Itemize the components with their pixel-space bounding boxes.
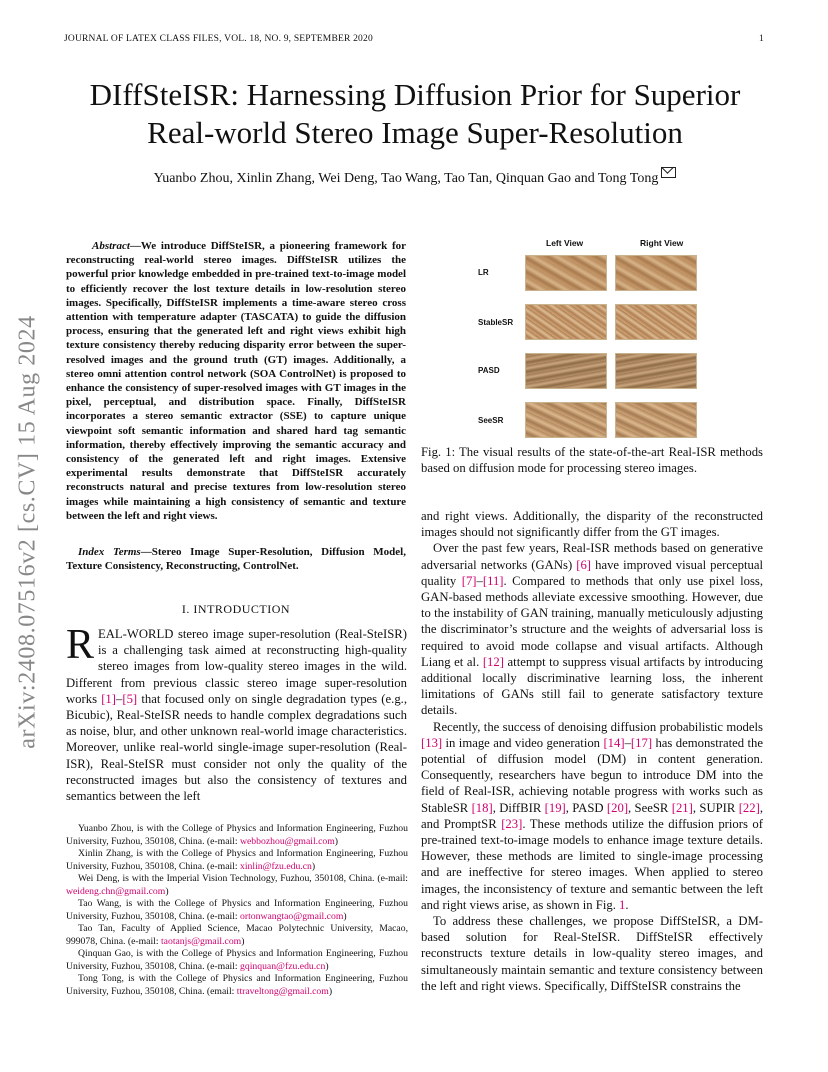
citation-link[interactable]: [18] xyxy=(471,800,493,815)
page-number: 1 xyxy=(759,34,764,44)
author-footnotes xyxy=(66,823,408,998)
image-pasd-left xyxy=(525,353,607,389)
intro-text: EAL-WORLD stereo image super-resolution (Real-SteISR) is a challenging task aimed at reconstructing high-quality stereo images from low-quality stereo images in the wild. Different from previous classic stereo image super-resolution works xyxy=(66,627,407,706)
title-line-1: DIffSteISR: Harnessing Diffusion Prior for Superior xyxy=(89,77,741,112)
citation-link[interactable]: [20] xyxy=(606,800,629,815)
index-terms xyxy=(66,545,406,573)
index-terms-label: Index Terms xyxy=(78,546,141,558)
paper-title xyxy=(40,76,790,152)
email-link[interactable]: taotanjs@gmail.com xyxy=(160,935,242,947)
col-header-left: Left View xyxy=(546,238,584,248)
paragraph: To address these challenges, we propose DiffSteISR, a DM-based solution for Real-SteISR. DiffSteISR effectively reconstructs texture details in low-quality stereo images, and simultaneously maintain semantic and texture consistency between the left and right views. Specifically, DiffSteISR constrains the xyxy=(421,914,763,993)
index-terms-text: —Stereo Image Super-Resolution, Diffusion Model, Texture Consistency, Reconstructing, ControlNet. xyxy=(66,546,406,573)
intro-text: that focused only on single degradation types (e.g., Bicubic), Real-SteISR needs to handle complex degradations such as noise, blur, and other unknown real-world image characteristics. Moreover, unlike real-world single-image super-resolution (Real-ISR), Real-SteISR must consider not only the quality of the reconstructed images but also the consistency of textures and semantics between the left xyxy=(66,691,408,804)
running-header xyxy=(64,34,764,48)
citation-link[interactable]: [1] xyxy=(101,691,116,706)
footnote: Tao Tan, Faculty of Applied Science, Macao Polytechnic University, Macao, 999078, China. (e-mail: taotanjs@gmail.com) xyxy=(66,923,408,947)
abstract xyxy=(66,239,406,523)
abstract-label: Abstract xyxy=(92,240,130,252)
author-list xyxy=(40,171,790,187)
intro-dash: – xyxy=(116,691,123,706)
citation-link[interactable]: [13] xyxy=(421,735,443,750)
email-link[interactable]: gqinquan@fzu.edu.cn xyxy=(240,960,326,972)
footnote: Qinquan Gao, is with the College of Physics and Information Engineering, Fuzhou University, Fuzhou, 350108, China. (e-mail: gqinquan@fzu.edu.cn) xyxy=(66,948,408,972)
citation-link[interactable]: [11] xyxy=(482,573,504,588)
citation-link[interactable]: [22] xyxy=(738,800,760,815)
paragraph: Recently, the success of denoising diffusion probabilistic models [13] in image and video generation [14]–[17] has demonstrated the potential of diffusion model (DM) in content generation. Consequently, researchers have begun to introduce DM into the field of Real-ISR, achieving notable progress with works such as StableSR [18], DiffBIR [19], PASD [20], SeeSR [21], SUPIR [22], and PromptSR [23]. These methods utilize the diffusion priors of pre-trained text-to-image models to enhance image texture details. However, these methods are limited to single-image processing and are ineffective for stereo images. When applied to stereo images, the inconsistency of texture and semantic between the left and right views arise, as shown in Fig. 1. xyxy=(421,719,764,912)
image-seesr-right xyxy=(615,402,697,438)
image-pasd-right xyxy=(615,353,697,389)
image-seesr-left xyxy=(525,402,607,438)
citation-link[interactable]: [21] xyxy=(671,800,693,815)
paragraph: Over the past few years, Real-ISR methods based on generative adversarial networks (GANs) [6] have improved visual perceptual quality [7]–[11]. Compared to methods that only use pixel loss, GAN-based methods alleviate excessive smoothing. However, due to the instability of GAN training, manually meticulously adjusting the discriminator’s structure and the weights of adversarial loss is required to avoid mode collapse and visual artifacts. Although Liang et al. [12] attempt to suppress visual artifacts by introducing additional locally discriminative learning loss, the inherent limitations of GANs still fail to generate satisfactory texture details. xyxy=(421,541,763,718)
section-heading: I. INTRODUCTION xyxy=(181,602,291,616)
abstract-text: —We introduce DiffSteISR, a pioneering framework for reconstructing real-world stereo images. DiffSteISR utilizes the powerful prior knowledge embedded in pre-trained text-to-image model to efficiently recover the lost texture details in low-resolution stereo images. Specifically, DiffSteISR implements a time-aware stereo cross attention with temperature adapter (TASCATA) to guide the diffusion process, ensuring that the generated left and right views exhibit high texture consistency thereby reducing disparity error between the super-resolved images and the ground truth (GT) images. Additionally, a stereo omni attention control network (SOA ControlNet) is proposed to enhance the consistency of super-resolved images with GT images in the pixel, perceptual, and distribution space. Finally, DiffSteISR incorporates a stereo semantic extractor (SSE) to capture unique viewpoint soft semantic information and shared hard tag semantic information, thereby effectively improving the semantic accuracy and consistency of the generated left and right images. Extensive experimental results demonstrate that DiffSteISR accurately reconstructs natural and precise textures from low-resolution stereo images while maintaining a high consistency of semantic and texture between the left and right views. xyxy=(66,240,406,522)
figure-1 xyxy=(470,238,730,438)
image-stablesr-left xyxy=(525,304,607,340)
footnote: Wei Deng, is with the Imperial Vision Technology, Fuzhou, 350108, China. (e-mail: weideng.chn@gmail.com) xyxy=(66,873,408,897)
image-lr-left xyxy=(525,255,607,291)
title-line-2: Real-world Stereo Image Super-Resolution xyxy=(147,115,683,150)
email-link[interactable]: weideng.chn@gmail.com xyxy=(66,885,166,897)
arxiv-id: arXiv:2408.07516v2 [cs.CV] 15 Aug 2024 xyxy=(14,315,41,749)
figure-caption: Fig. 1: The visual results of the state-of-the-art Real-ISR methods based on diffusion mode for processing stereo images. xyxy=(421,445,763,476)
journal-name: JOURNAL OF LATEX CLASS FILES, VOL. 18, NO. 9, SEPTEMBER 2020 xyxy=(64,34,373,44)
email-link[interactable]: webbozhou@gmail.com xyxy=(240,835,335,847)
right-column xyxy=(421,508,763,994)
citation-link[interactable]: [5] xyxy=(122,691,138,706)
citation-link[interactable]: [6] xyxy=(576,557,592,572)
envelope-icon xyxy=(661,167,676,178)
email-link[interactable]: xinlin@fzu.edu.cn xyxy=(240,860,312,872)
row-label-seesr: SeeSR xyxy=(478,416,504,425)
email-link[interactable]: ortonwangtao@gmail.com xyxy=(240,910,344,922)
citation-link[interactable]: [7] xyxy=(461,573,477,588)
image-stablesr-right xyxy=(615,304,697,340)
col-header-right: Right View xyxy=(640,238,684,248)
authors-text: Yuanbo Zhou, Xinlin Zhang, Wei Deng, Tao Wang, Tao Tan, Qinquan Gao and Tong Tong xyxy=(153,171,659,186)
footnote: Tong Tong, is with the College of Physics and Information Engineering, Fuzhou University, Fuzhou, 350108, China. (email: ttraveltong@gmail.com) xyxy=(66,973,408,997)
email-link[interactable]: ttraveltong@gmail.com xyxy=(236,985,329,997)
row-label-pasd: PASD xyxy=(478,366,500,375)
citation-link[interactable]: [19] xyxy=(544,800,566,815)
citation-link[interactable]: [14] xyxy=(603,735,625,750)
intro-paragraph xyxy=(66,622,408,804)
citation-link[interactable]: [12] xyxy=(482,654,504,669)
image-lr-right xyxy=(615,255,697,291)
citation-link[interactable]: [23] xyxy=(501,816,523,831)
row-label-stablesr: StableSR xyxy=(478,318,514,327)
paragraph: and right views. Additionally, the disparity of the reconstructed images should not significantly differ from the GT images. xyxy=(421,509,763,540)
row-label-lr: LR xyxy=(478,268,489,277)
citation-link[interactable]: [17] xyxy=(630,735,653,750)
footnote: Tao Wang, is with the College of Physics and Information Engineering, Fuzhou University, Fuzhou, 350108, China. (e-mail: ortonwangtao@gmail.com) xyxy=(66,898,408,922)
drop-cap: R xyxy=(66,622,95,668)
footnote: Yuanbo Zhou, is with the College of Physics and Information Engineering, Fuzhou University, Fuzhou, 350108, China. (e-mail: webbozhou@gmail.com) xyxy=(66,823,408,847)
figure-link[interactable]: 1 xyxy=(619,897,626,912)
arxiv-watermark xyxy=(8,282,48,782)
footnote: Xinlin Zhang, is with the College of Physics and Information Engineering, Fuzhou University, Fuzhou, 350108, China. (e-mail: xinlin@fzu.edu.cn) xyxy=(66,848,408,872)
